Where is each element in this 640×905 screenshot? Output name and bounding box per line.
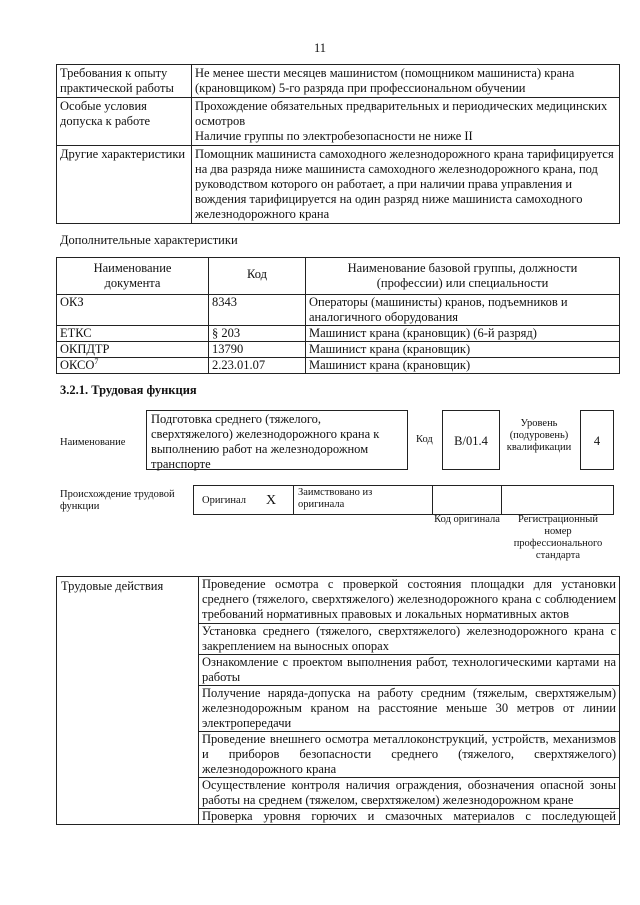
code-label: Код	[416, 434, 433, 445]
level-value: 4	[593, 434, 601, 448]
function-code-box	[442, 410, 500, 470]
table-row	[57, 98, 620, 146]
table-row	[57, 342, 620, 358]
labor-actions-label: Трудовые действия	[57, 577, 199, 825]
original-label: Оригинал	[202, 495, 246, 506]
requirement-label: Другие характеристики	[57, 146, 192, 224]
page-number: 11	[313, 41, 327, 55]
borrowed-box	[293, 485, 433, 515]
name-label: Наименование	[60, 437, 126, 448]
footnote-marker: 7	[94, 356, 99, 366]
function-code-value: B/01.4	[454, 434, 488, 448]
labor-action-item: Осуществление контроля наличия ограждения, обозначения опасной зоны работы на среднем (тяжелом, сверхтяжелом) железнодорожном кране	[199, 778, 620, 809]
group-name-cell: Машинист крана (крановщик)	[306, 342, 620, 358]
column-header: Код	[209, 258, 306, 295]
labor-action-item: Ознакомление с проектом выполнения работ, технологическими картами на работы	[199, 655, 620, 686]
requirement-label: Особые условия допуска к работе	[57, 98, 192, 146]
function-name-box	[146, 410, 408, 470]
doc-name-cell	[57, 358, 209, 374]
reg-number-caption: Регистрационный номер профессионального стандарта	[513, 514, 603, 561]
labor-action-item: Проверка уровня горючих и смазочных материалов с последующей	[199, 809, 620, 825]
labor-action-item: Проведение внешнего осмотра металлоконструкций, устройств, механизмов и приборов безопасности среднего (тяжелого, сверхтяжелого) железнодорожного крана	[199, 732, 620, 778]
labor-action-item: Установка среднего (тяжелого, сверхтяжелого) железнодорожного крана с закреплением на выносных опорах	[199, 624, 620, 655]
table-row	[57, 326, 620, 342]
doc-name-cell: ОКПДТР	[57, 342, 209, 358]
labor-action-item: Проведение осмотра с проверкой состояния площадки для установки среднего (тяжелого, сверхтяжелого) железнодорожного крана с соблюдением требований нормативных правовых и локальных нормативных актов	[199, 577, 620, 624]
table-row	[57, 295, 620, 326]
original-box	[193, 485, 294, 515]
table-header-row	[57, 258, 620, 295]
column-header: Наименование документа	[57, 258, 209, 295]
function-heading: 3.2.1. Трудовая функция	[60, 383, 197, 397]
code-original-caption: Код оригинала	[434, 514, 500, 525]
code-original-box	[432, 485, 502, 515]
table-row	[57, 577, 620, 624]
code-cell: 8343	[209, 295, 306, 326]
table-row	[57, 65, 620, 98]
additional-title: Дополнительные характеристики	[60, 233, 238, 247]
group-name-cell: Операторы (машинисты) кранов, подъемников и аналогичного оборудования	[306, 295, 620, 326]
level-label: Уровень (подуровень) квалификации	[506, 418, 572, 453]
table-row	[57, 146, 620, 224]
labor-action-item: Получение наряда-допуска на работу средним (тяжелым, сверхтяжелым) железнодорожным краном на расстояние меньше 30 метров от линии электропередачи	[199, 686, 620, 732]
requirement-value-line: Прохождение обязательных предварительных и периодических медицинских осмотров	[195, 99, 608, 128]
requirement-value: Помощник машиниста самоходного железнодорожного крана тарифицируется на два разряда ниже машиниста самоходного железнодорожного крана, под руководством которого он работает, а при наличии права управления и вождения тарифицируется на один разряд ниже машиниста самоходного железнодорожного крана	[192, 146, 620, 224]
doc-name-cell: ОКЗ	[57, 295, 209, 326]
original-mark: X	[266, 493, 277, 508]
requirements-table	[56, 64, 620, 224]
code-cell: § 203	[209, 326, 306, 342]
function-name-value: Подготовка среднего (тяжелого, сверхтяжелого) железнодорожного крана к выполнению работ на железнодорожном транспорте	[151, 412, 380, 471]
labor-actions-table	[56, 576, 620, 825]
table-row	[57, 358, 620, 374]
group-name-cell: Машинист крана (крановщик)	[306, 358, 620, 374]
requirement-label: Требования к опыту практической работы	[57, 65, 192, 98]
reg-number-box	[501, 485, 614, 515]
additional-table	[56, 257, 620, 374]
column-header: Наименование базовой группы, должности (профессии) или специальности	[306, 258, 620, 295]
okso-label: ОКСО	[60, 358, 95, 372]
code-cell: 2.23.01.07	[209, 358, 306, 374]
doc-name-cell: ЕТКС	[57, 326, 209, 342]
requirement-value: Не менее шести месяцев машинистом (помощником машиниста) крана (крановщиком) 5-го разряда при профессиональном обучении	[192, 65, 620, 98]
borrowed-label: Заимствовано из оригинала	[298, 487, 373, 510]
requirement-value-line: Наличие группы по электробезопасности не ниже II	[195, 129, 473, 143]
level-box	[580, 410, 614, 470]
origin-label: Происхождение трудовой функции	[60, 489, 175, 512]
requirement-value	[192, 98, 620, 146]
group-name-cell: Машинист крана (крановщик) (6-й разряд)	[306, 326, 620, 342]
code-cell: 13790	[209, 342, 306, 358]
